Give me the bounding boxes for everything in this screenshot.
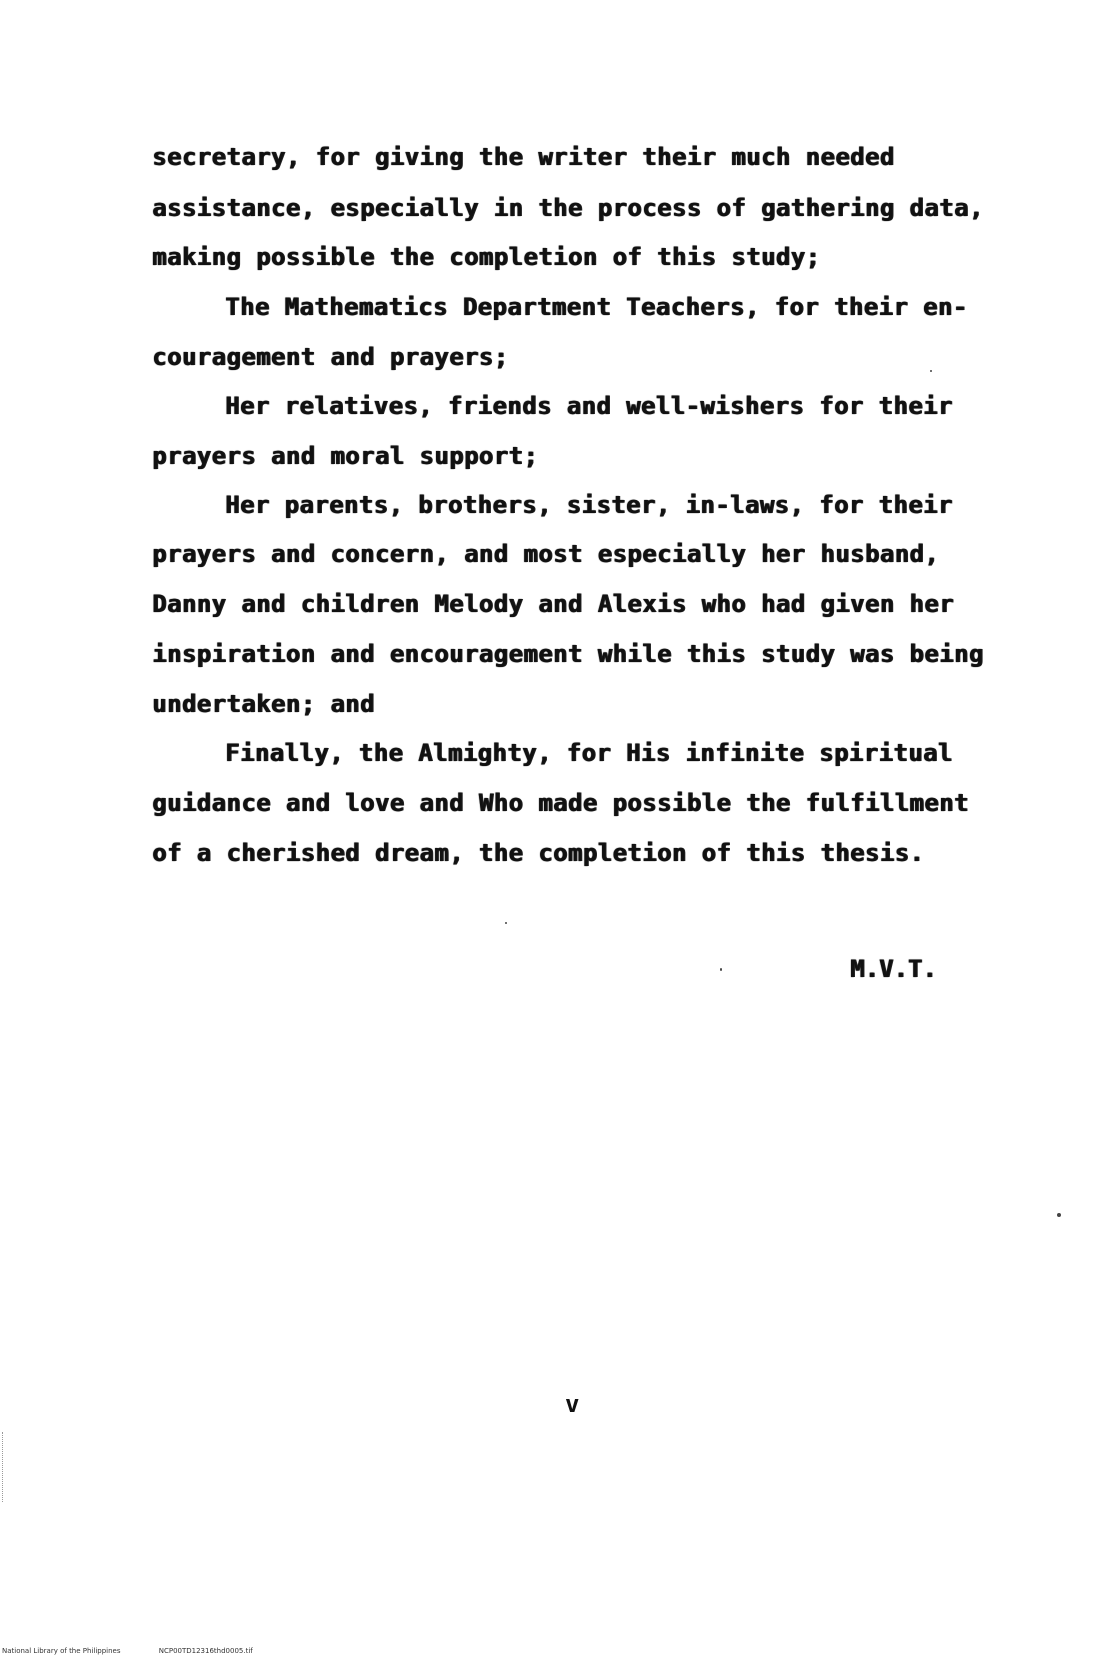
page-number: v (565, 1390, 580, 1418)
body-line: making possible the completion of this study; (152, 243, 821, 271)
scan-speck (930, 370, 932, 372)
body-line: of a cherished dream, the completion of this thesis. (152, 839, 925, 867)
scan-speck (1057, 1213, 1061, 1217)
body-line: couragement and prayers; (152, 343, 509, 371)
scan-speck (505, 922, 507, 924)
body-line: prayers and moral support; (152, 442, 539, 470)
body-line: assistance, especially in the process of gathering data, (152, 194, 984, 222)
body-line: The Mathematics Department Teachers, for their en- (225, 293, 968, 321)
body-line: Her relatives, friends and well-wishers for their (225, 392, 953, 420)
body-line: undertaken; and (152, 690, 375, 718)
body-line: prayers and concern, and most especially her husband, (152, 540, 940, 568)
footer-library: National Library of the Philippines (2, 1647, 121, 1655)
body-line: guidance and love and Who made possible the fulfillment (152, 789, 969, 817)
body-line: secretary, for giving the writer their much needed (152, 143, 895, 171)
body-line: inspiration and encouragement while this study was being (152, 640, 984, 668)
scan-speck (720, 968, 722, 971)
author-initials: M.V.T. (850, 955, 937, 983)
body-line: Finally, the Almighty, for His infinite spiritual (225, 739, 953, 767)
footer-file: NCP00TD12316thd0005.tif (158, 1647, 253, 1655)
scan-footer (2, 1647, 289, 1655)
body-line: Her parents, brothers, sister, in-laws, for their (225, 491, 953, 519)
scan-edge-mark (2, 1432, 15, 1502)
body-line: Danny and children Melody and Alexis who had given her (152, 590, 954, 618)
